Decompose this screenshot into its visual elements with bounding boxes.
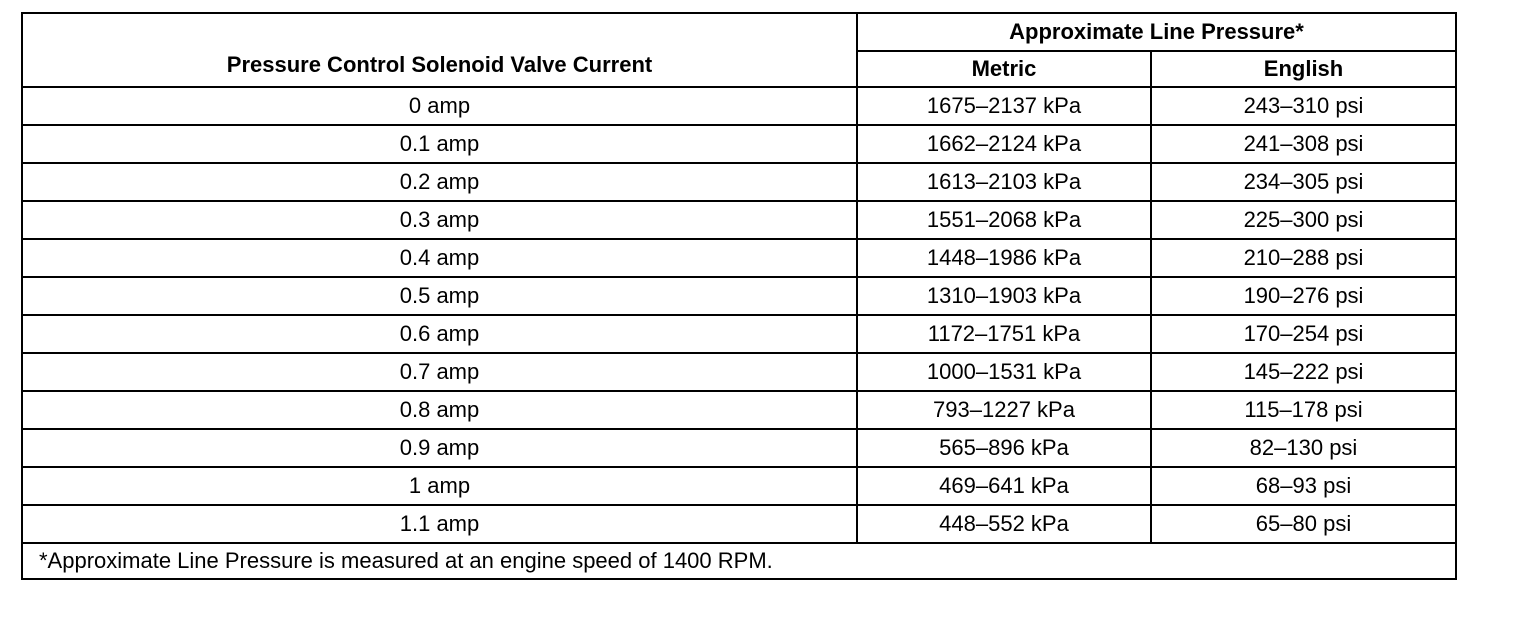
line-pressure-group-header: Approximate Line Pressure*: [857, 13, 1456, 51]
english-column-header: English: [1151, 51, 1456, 87]
current-cell: 0.7 amp: [22, 353, 857, 391]
table-row: [22, 277, 1456, 315]
current-cell: 0.9 amp: [22, 429, 857, 467]
current-cell: 0 amp: [22, 87, 857, 125]
english-cell: 210–288 psi: [1151, 239, 1456, 277]
line-pressure-table: [21, 12, 1457, 580]
current-cell: 0.5 amp: [22, 277, 857, 315]
table-row: [22, 201, 1456, 239]
table-row: [22, 353, 1456, 391]
header-row-top: [22, 13, 1456, 51]
current-cell: 0.4 amp: [22, 239, 857, 277]
metric-cell: 793–1227 kPa: [857, 391, 1151, 429]
english-cell: 234–305 psi: [1151, 163, 1456, 201]
metric-column-header: Metric: [857, 51, 1151, 87]
current-cell: 0.6 amp: [22, 315, 857, 353]
english-cell: 225–300 psi: [1151, 201, 1456, 239]
english-cell: 190–276 psi: [1151, 277, 1456, 315]
metric-cell: 1172–1751 kPa: [857, 315, 1151, 353]
english-cell: 243–310 psi: [1151, 87, 1456, 125]
footnote-row: [22, 543, 1456, 579]
table-row: [22, 163, 1456, 201]
current-cell: 1.1 amp: [22, 505, 857, 543]
table-row: [22, 315, 1456, 353]
english-cell: 82–130 psi: [1151, 429, 1456, 467]
english-cell: 145–222 psi: [1151, 353, 1456, 391]
table-row: [22, 87, 1456, 125]
table-row: [22, 505, 1456, 543]
current-cell: 0.2 amp: [22, 163, 857, 201]
english-cell: 170–254 psi: [1151, 315, 1456, 353]
metric-cell: 1310–1903 kPa: [857, 277, 1151, 315]
table-row: [22, 125, 1456, 163]
english-cell: 65–80 psi: [1151, 505, 1456, 543]
current-cell: 1 amp: [22, 467, 857, 505]
table-row: [22, 239, 1456, 277]
current-cell: 0.3 amp: [22, 201, 857, 239]
metric-cell: 1613–2103 kPa: [857, 163, 1151, 201]
metric-cell: 469–641 kPa: [857, 467, 1151, 505]
table-row: [22, 467, 1456, 505]
metric-cell: 448–552 kPa: [857, 505, 1151, 543]
current-cell: 0.8 amp: [22, 391, 857, 429]
metric-cell: 1000–1531 kPa: [857, 353, 1151, 391]
metric-cell: 1448–1986 kPa: [857, 239, 1151, 277]
english-cell: 68–93 psi: [1151, 467, 1456, 505]
metric-cell: 1662–2124 kPa: [857, 125, 1151, 163]
current-column-header: Pressure Control Solenoid Valve Current: [22, 13, 857, 87]
table-row: [22, 429, 1456, 467]
english-cell: 115–178 psi: [1151, 391, 1456, 429]
metric-cell: 1551–2068 kPa: [857, 201, 1151, 239]
table-row: [22, 391, 1456, 429]
line-pressure-table-container: [21, 12, 1455, 580]
english-cell: 241–308 psi: [1151, 125, 1456, 163]
footnote: *Approximate Line Pressure is measured at an engine speed of 1400 RPM.: [22, 543, 1456, 579]
metric-cell: 1675–2137 kPa: [857, 87, 1151, 125]
metric-cell: 565–896 kPa: [857, 429, 1151, 467]
current-cell: 0.1 amp: [22, 125, 857, 163]
